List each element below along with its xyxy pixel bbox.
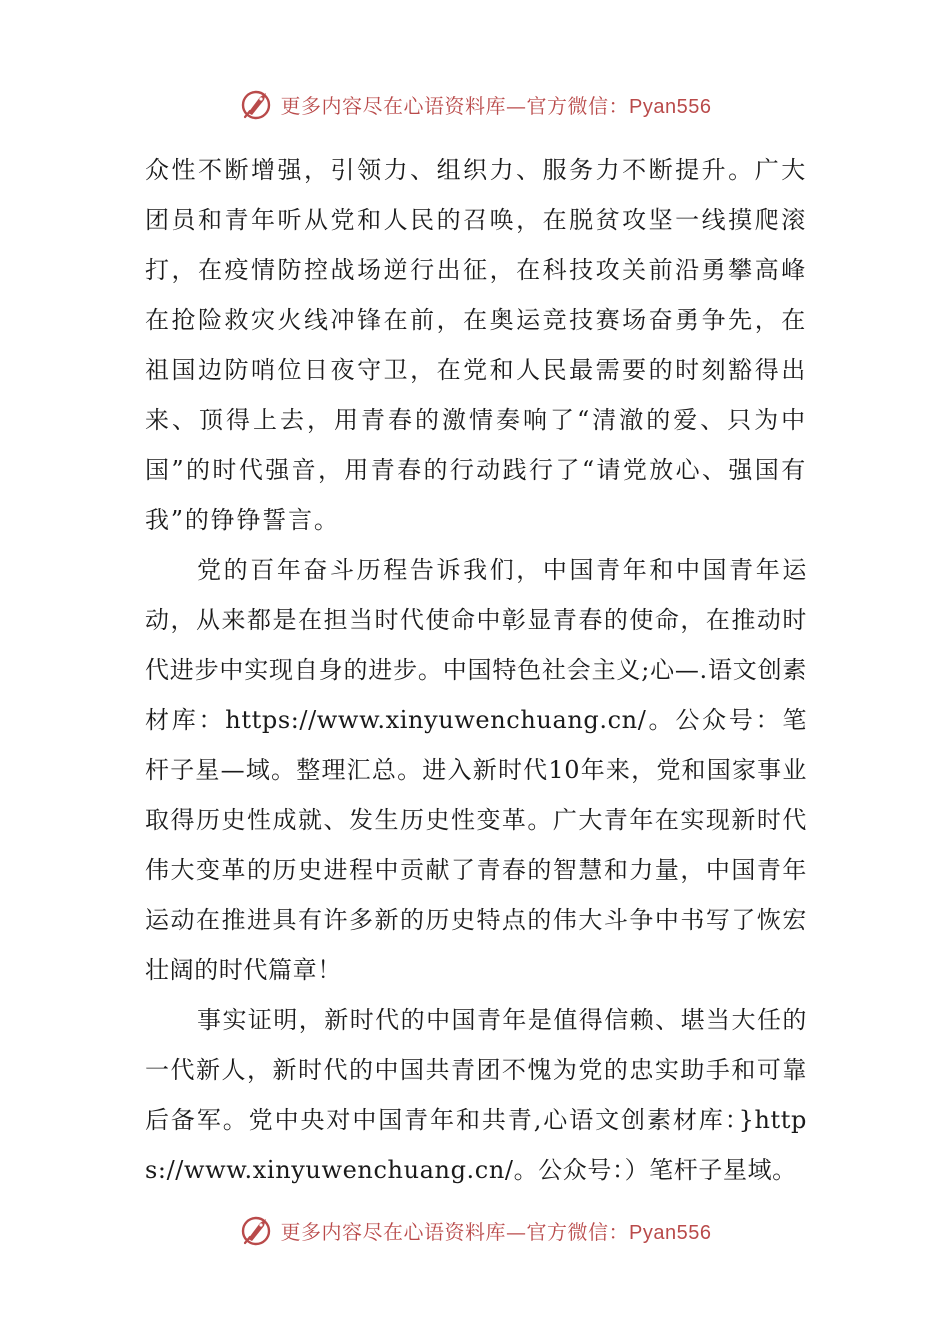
footer-banner-main: 更多内容尽在心语资料库—官方微信：	[280, 1219, 630, 1244]
pen-nib-logo-icon	[239, 86, 275, 122]
pen-nib-logo-icon	[239, 1212, 275, 1248]
header-banner-text	[281, 90, 712, 119]
paragraph-3: 事实证明，新时代的中国青年是值得信赖、堪当大任的一代新人，新时代的中国共青团不愧为党的忠实助手和可靠后备军。党中央对中国青年和共青,心语文创素材库：}https://www.xinyuwenchuang.cn/。公众号：）笔杆子星域。	[145, 1006, 807, 1184]
document-body	[145, 145, 807, 1195]
footer-banner	[0, 1208, 950, 1252]
footer-banner-wechat: Pyan556	[629, 1221, 712, 1244]
paragraph-2: 党的百年奋斗历程告诉我们，中国青年和中国青年运动，从来都是在担当时代使命中彰显青春的使命，在推动时代进步中实现自身的进步。中国特色社会主义;心—.语文创素材库：https://www.xinyuwenchuang.cn/。公众号：笔杆子星—域。整理汇总。进入新时代10年来，党和国家事业取得历史性成就、发生历史性变革。广大青年在实现新时代伟大变革的历史进程中贡献了青春的智慧和力量，中国青年运动在推进具有许多新的历史特点的伟大斗争中书写了恢宏壮阔的时代篇章！	[145, 556, 807, 984]
footer-banner-text	[281, 1216, 712, 1245]
paragraph-1: 众性不断增强，引领力、组织力、服务力不断提升。广大团员和青年听从党和人民的召唤，在脱贫攻坚一线摸爬滚打，在疫情防控战场逆行出征，在科技攻关前沿勇攀高峰在抢险救灾火线冲锋在前，在奥运竞技赛场奋勇争先，在祖国边防哨位日夜守卫，在党和人民最需要的时刻豁得出来、顶得上去，用青春的激情奏响了“清澈的爱、只为中国”的时代强音，用青春的行动践行了“请党放心、强国有我”的铮铮誓言。	[145, 156, 807, 534]
header-banner	[0, 82, 950, 126]
header-banner-main: 更多内容尽在心语资料库—官方微信：	[280, 93, 630, 118]
header-banner-wechat: Pyan556	[629, 95, 712, 118]
